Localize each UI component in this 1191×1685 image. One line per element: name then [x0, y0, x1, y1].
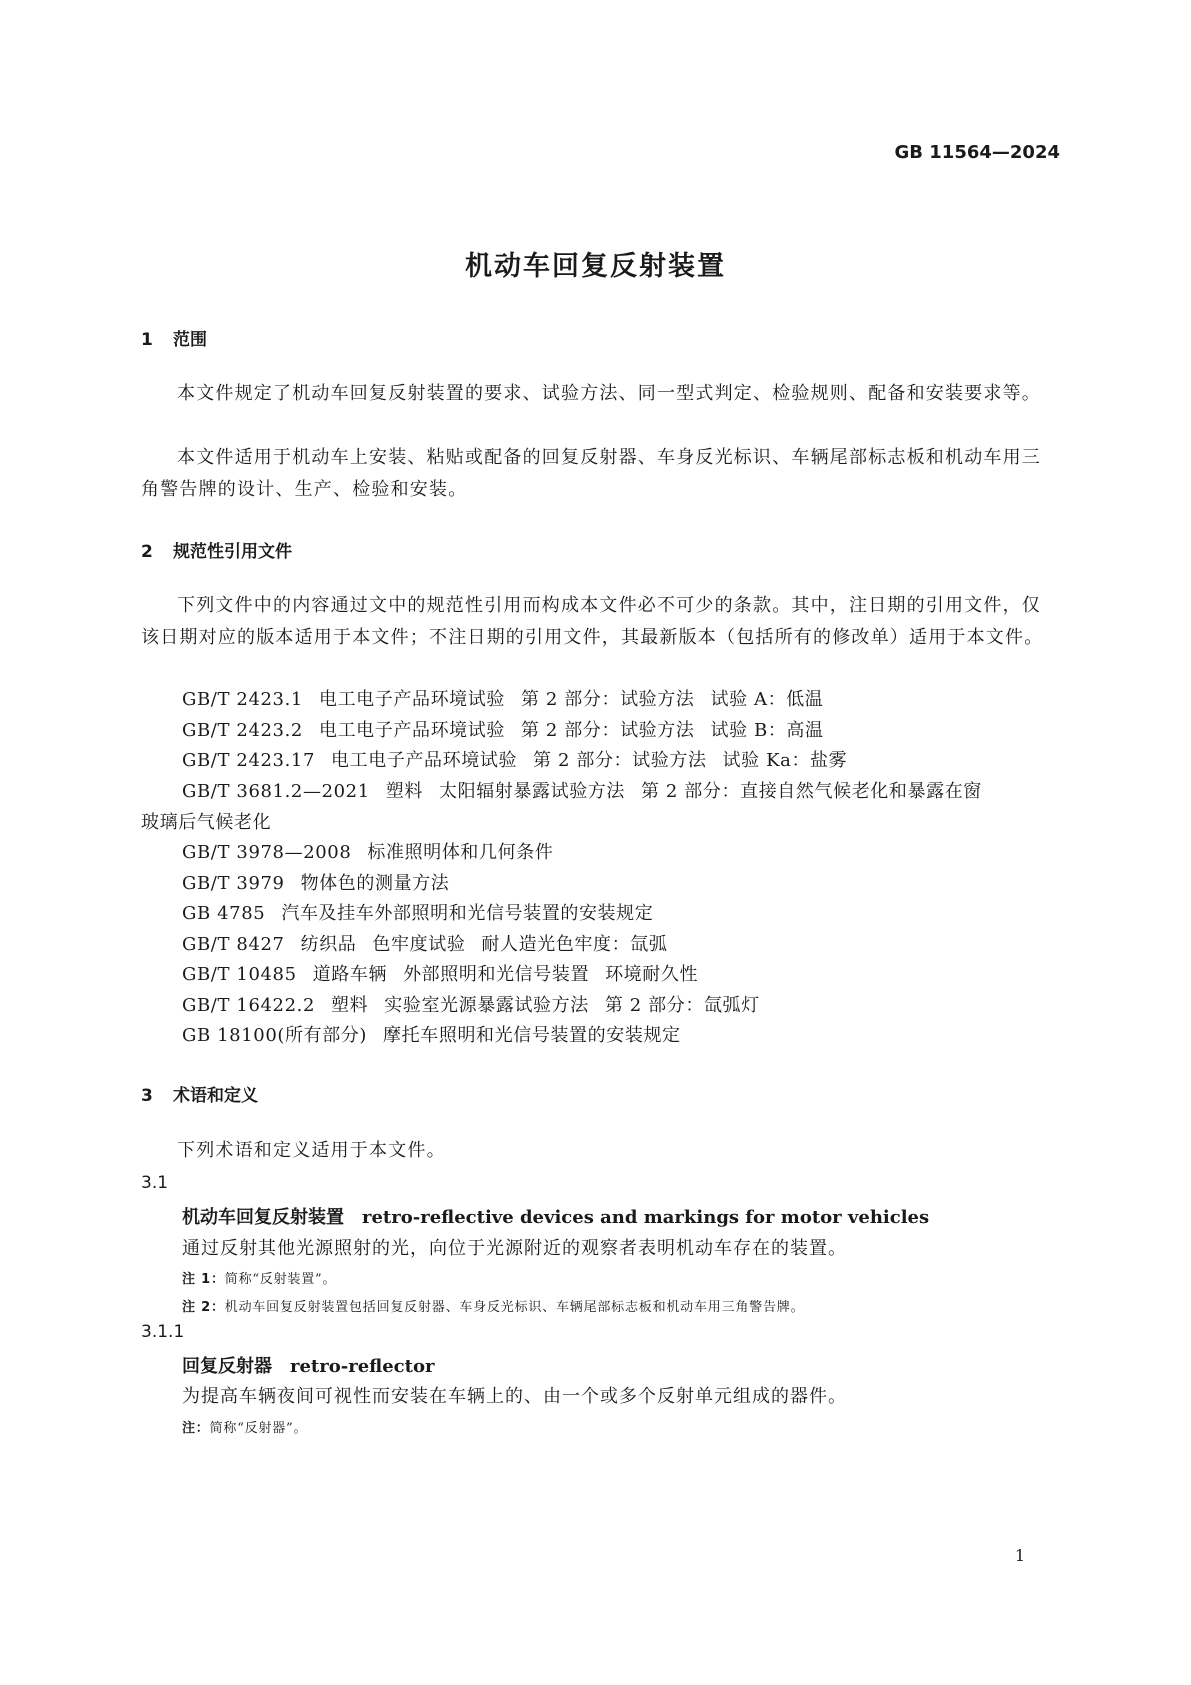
reference-title-part: 电工电子产品环境试验: [318, 720, 505, 741]
reference-title-part: 第 2 部分：直接自然气候老化和暴露在窗: [641, 781, 982, 802]
term-definition: 通过反射其他光源照射的光，向位于光源附近的观察者表明机动车存在的装置。: [182, 1238, 847, 1259]
reference-item: [182, 685, 823, 711]
reference-title-part: 实验室光源暴露试验方法: [384, 995, 589, 1016]
reference-code: GB/T 16422.2: [182, 995, 316, 1016]
reference-title-part: 试验 Ka：盐雾: [722, 750, 848, 771]
standard-number: GB 11564—2024: [894, 142, 1060, 163]
reference-title-part: 环境耐久性: [605, 964, 699, 985]
reference-title-part: 试验 B：高温: [710, 720, 824, 741]
reference-title-part: 汽车及挂车外部照明和光信号装置的安装规定: [281, 903, 654, 924]
reference-code: GB/T 3978—2008: [182, 842, 352, 863]
reference-title-part: 第 2 部分：试验方法: [520, 689, 695, 710]
reference-title-part: 外部照明和光信号装置: [403, 964, 590, 985]
term-chinese: 机动车回复反射装置: [182, 1207, 344, 1228]
reference-item: [182, 869, 449, 895]
term-heading: [182, 1203, 929, 1229]
reference-item: [182, 716, 824, 742]
reference-title-part: 电工电子产品环境试验: [318, 689, 505, 710]
reference-title-part: 标准照明体和几何条件: [367, 842, 554, 863]
section-2-heading: [141, 537, 292, 562]
note-label: 注：: [182, 1421, 210, 1436]
reference-continuation: 玻璃后气候老化: [141, 812, 272, 833]
term-english: retro-reflector: [290, 1356, 435, 1377]
reference-title-part: 试验 A：低温: [710, 689, 824, 710]
note: [182, 1296, 804, 1315]
reference-title-part: 第 2 部分：氙弧灯: [604, 995, 760, 1016]
section-title: 术语和定义: [173, 1086, 258, 1106]
paragraph: 本文件适用于机动车上安装、粘贴或配备的回复反射器、车身反光标识、车辆尾部标志板和机动车用三角警告牌的设计、生产、检验和安装。: [141, 447, 1041, 500]
note-text: 简称“反射器”。: [209, 1421, 308, 1436]
reference-code: GB/T 2423.2: [182, 720, 303, 741]
reference-title-part: 太阳辐射暴露试验方法: [439, 781, 625, 802]
term-heading: [182, 1352, 434, 1378]
reference-title-part: 第 2 部分：试验方法: [520, 720, 695, 741]
reference-title-part: 第 2 部分：试验方法: [533, 750, 707, 771]
document-title: 机动车回复反射装置: [465, 251, 726, 282]
reference-item: [182, 899, 653, 925]
section-number: 2: [141, 542, 153, 562]
reference-code: GB/T 2423.1: [182, 689, 303, 710]
note-label: 注 2：: [182, 1300, 225, 1315]
section-title: 规范性引用文件: [173, 542, 292, 562]
reference-item: [182, 777, 982, 803]
reference-item: [182, 1021, 681, 1047]
term-definition: 为提高车辆夜间可视性而安装在车辆上的、由一个或多个反射单元组成的器件。: [182, 1386, 847, 1407]
reference-title-part: 物体色的测量方法: [300, 873, 450, 894]
clause-number: 3.1.1: [141, 1322, 185, 1342]
section-number: 3: [141, 1086, 153, 1106]
reference-code: GB/T 10485: [182, 964, 297, 985]
reference-code: GB 4785: [182, 903, 266, 924]
section-number: 1: [141, 330, 153, 350]
reference-item: [182, 838, 553, 864]
reference-title-part: 耐人造光色牢度：氙弧: [481, 934, 668, 955]
reference-code: GB/T 3681.2—2021: [182, 781, 370, 802]
paragraph: 本文件规定了机动车回复反射装置的要求、试验方法、同一型式判定、检验规则、配备和安装要求等。: [177, 383, 1041, 404]
reference-item: [182, 991, 760, 1017]
reference-item: [182, 930, 667, 956]
section-3-heading: [141, 1081, 258, 1106]
reference-title-part: 纺织品: [300, 934, 357, 955]
reference-code: GB 18100(所有部分): [182, 1025, 368, 1046]
reference-title-part: 塑料: [331, 995, 369, 1016]
clause-number: 3.1: [141, 1173, 169, 1193]
note-label: 注 1：: [182, 1272, 225, 1287]
section-title: 范围: [173, 330, 207, 350]
paragraph: 下列术语和定义适用于本文件。: [177, 1140, 446, 1161]
reference-code: GB/T 3979: [182, 873, 285, 894]
reference-code: GB/T 2423.17: [182, 750, 316, 771]
reference-item: [182, 960, 698, 986]
reference-title-part: 塑料: [385, 781, 423, 802]
reference-code: GB/T 8427: [182, 934, 285, 955]
note-text: 简称“反射装置”。: [224, 1272, 337, 1287]
term-chinese: 回复反射器: [182, 1356, 272, 1377]
paragraph: 下列文件中的内容通过文中的规范性引用而构成本文件必不可少的条款。其中，注日期的引用文件，仅该日期对应的版本适用于本文件；不注日期的引用文件，其最新版本（包括所有的修改单）适用于本文件。: [141, 595, 1044, 648]
note-text: 机动车回复反射装置包括回复反射器、车身反光标识、车辆尾部标志板和机动车用三角警告牌。: [224, 1300, 805, 1315]
reference-title-part: 电工电子产品环境试验: [331, 750, 518, 771]
note: [182, 1268, 336, 1287]
reference-item: [182, 746, 847, 772]
reference-title-part: 色牢度试验: [372, 934, 466, 955]
note: [182, 1417, 307, 1436]
section-1-heading: [141, 325, 207, 350]
term-english: retro-reflective devices and markings for motor vehicles: [362, 1207, 930, 1228]
reference-title-part: 摩托车照明和光信号装置的安装规定: [383, 1025, 681, 1046]
page-number: 1: [1014, 1546, 1025, 1565]
reference-title-part: 道路车辆: [312, 964, 388, 985]
